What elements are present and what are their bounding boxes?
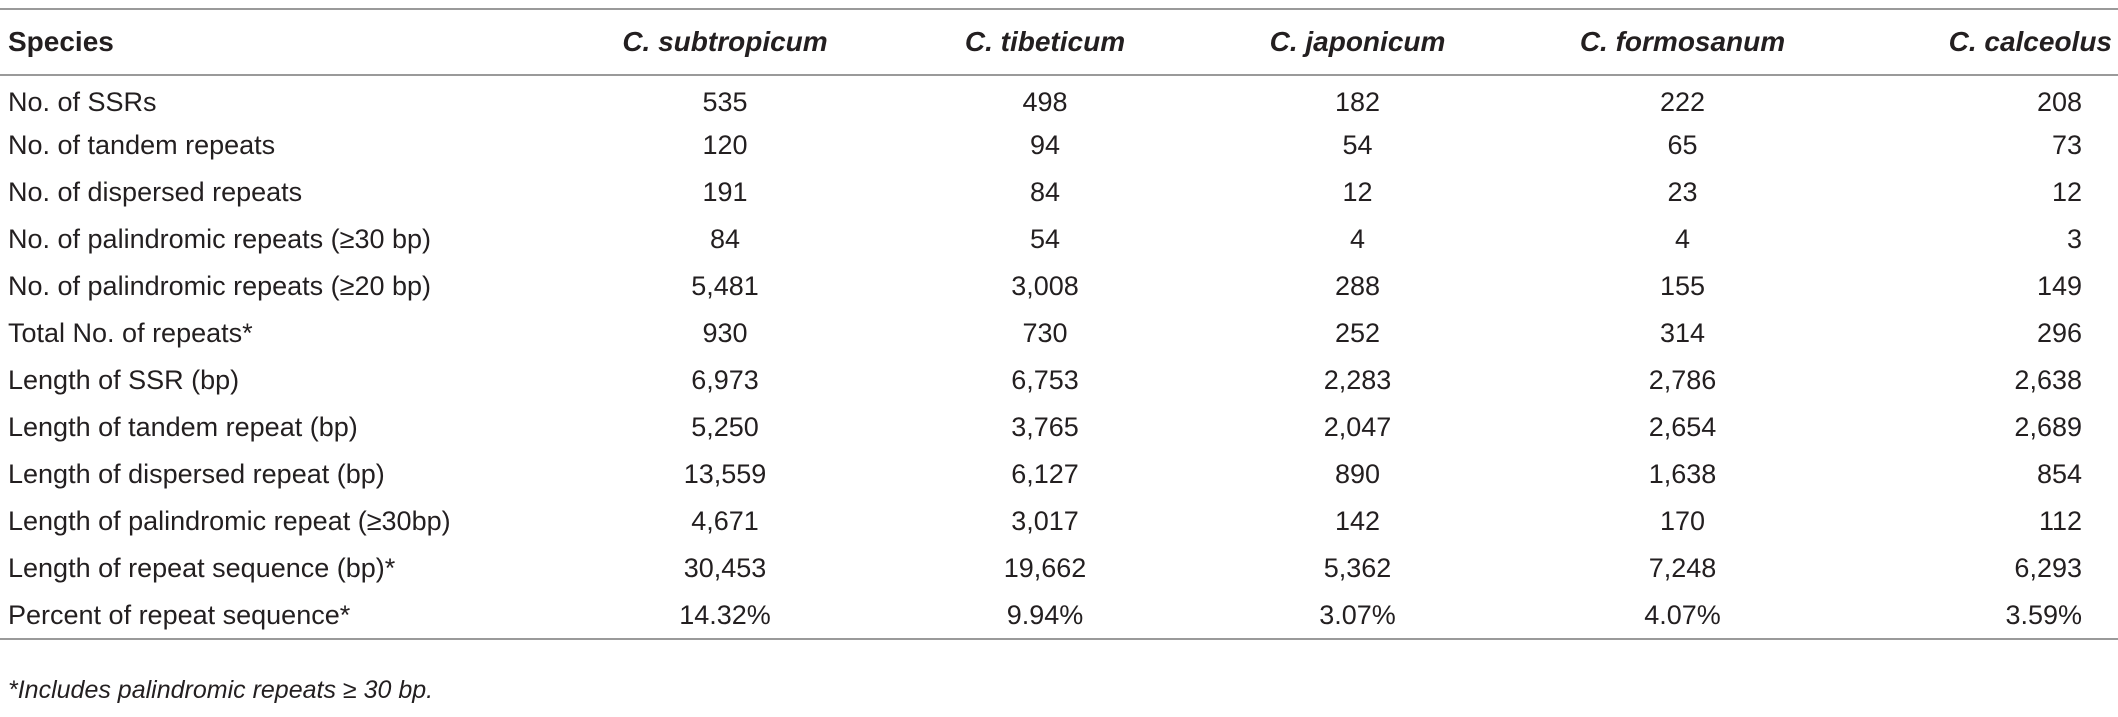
row-label: Length of SSR (bp)	[8, 365, 240, 395]
table-cell: 14.32%	[679, 599, 771, 630]
table-body	[0, 75, 2118, 639]
table-cell: 6,293	[2014, 553, 2082, 583]
table-cell: 4	[1674, 224, 1691, 254]
table-cell: 3	[2066, 224, 2082, 254]
table-cell: 112	[2038, 506, 2082, 536]
table-cell: 3,017	[1011, 506, 1079, 536]
table-cell: 5,362	[1323, 553, 1392, 583]
table-row	[0, 310, 2118, 357]
table-cell: 252	[1334, 318, 1381, 348]
table-row	[0, 592, 2118, 639]
table-cell: 296	[2036, 318, 2082, 348]
table-cell: 4.07%	[1644, 599, 1721, 630]
table-cell: 498	[1022, 86, 1068, 117]
table-cell: 155	[1659, 271, 1706, 301]
table-row	[0, 451, 2118, 498]
row-label: Total No. of repeats*	[8, 318, 253, 348]
table-cell: 142	[1334, 506, 1381, 536]
table-cell: 3.59%	[2005, 599, 2082, 630]
repeats-table	[0, 8, 2118, 640]
row-label: No. of palindromic repeats (≥30 bp)	[8, 224, 432, 254]
table-cell: 170	[1659, 506, 1706, 536]
table-cell: 30,453	[683, 553, 767, 583]
table-cell: 730	[1022, 318, 1068, 348]
table-cell: 149	[2036, 271, 2082, 301]
table-cell: 9.94%	[1006, 599, 1084, 630]
table-cell: 890	[1334, 459, 1381, 489]
table-cell: 1,638	[1648, 459, 1717, 489]
table-cell: 54	[1342, 130, 1373, 160]
row-label: No. of dispersed repeats	[8, 177, 303, 207]
table-cell: 19,662	[1003, 553, 1087, 583]
table-cell: 2,638	[2014, 365, 2082, 395]
table-cell: 13,559	[683, 459, 767, 489]
table-cell: 314	[1659, 318, 1706, 348]
table-cell: 854	[2036, 459, 2082, 489]
table-cell: 23	[1667, 177, 1698, 207]
table-cell: 535	[702, 86, 748, 117]
table-cell: 208	[2036, 86, 2082, 117]
table-cell: 930	[702, 318, 748, 348]
header-c-japonicum: C. japonicum	[1269, 26, 1446, 57]
table-cell: 84	[709, 224, 741, 254]
row-label: Length of palindromic repeat (≥30bp)	[8, 506, 451, 536]
row-label: Percent of repeat sequence*	[8, 599, 351, 630]
table-cell: 222	[1659, 86, 1706, 117]
table-cell: 7,248	[1648, 553, 1717, 583]
header-species: Species	[8, 26, 114, 57]
table-cell: 5,250	[691, 412, 759, 442]
table-cell: 2,283	[1323, 365, 1392, 395]
table-cell: 182	[1334, 86, 1381, 117]
header-c-subtropicum: C. subtropicum	[622, 26, 828, 57]
repeats-table-container	[0, 8, 2118, 640]
table-row	[0, 357, 2118, 404]
table-cell: 6,753	[1011, 365, 1079, 395]
table-cell: 2,689	[2014, 412, 2082, 442]
row-label: Length of dispersed repeat (bp)	[8, 459, 385, 489]
table-cell: 2,047	[1323, 412, 1392, 442]
row-label: No. of SSRs	[8, 86, 157, 117]
table-row	[0, 169, 2118, 216]
table-cell: 2,654	[1648, 412, 1717, 442]
table-cell: 191	[702, 177, 748, 207]
table-cell: 94	[1029, 130, 1061, 160]
row-label: Length of repeat sequence (bp)*	[8, 553, 396, 583]
table-row	[0, 122, 2118, 169]
table-cell: 5,481	[691, 271, 759, 301]
table-cell: 3,008	[1011, 271, 1079, 301]
row-label: No. of tandem repeats	[8, 130, 276, 160]
header-row	[0, 9, 2118, 75]
table-row	[0, 404, 2118, 451]
table-cell: 6,127	[1011, 459, 1079, 489]
table-cell: 4	[1349, 224, 1366, 254]
row-label: Length of tandem repeat (bp)	[8, 412, 358, 442]
table-cell: 84	[1029, 177, 1061, 207]
table-footnote: *Includes palindromic repeats ≥ 30 bp.	[8, 676, 434, 704]
header-c-formosanum: C. formosanum	[1579, 26, 1786, 57]
table-cell: 73	[2051, 130, 2082, 160]
row-label: No. of palindromic repeats (≥20 bp)	[8, 271, 432, 301]
header-c-tibeticum: C. tibeticum	[964, 26, 1126, 57]
table-cell: 4,671	[691, 506, 759, 536]
table-cell: 120	[702, 130, 748, 160]
table-row	[0, 545, 2118, 592]
table-cell: 12	[1342, 177, 1373, 207]
table-row	[0, 263, 2118, 310]
table-cell: 3,765	[1011, 412, 1079, 442]
table-cell: 54	[1029, 224, 1061, 254]
table-cell: 3.07%	[1319, 599, 1396, 630]
table-cell: 2,786	[1648, 365, 1717, 395]
table-row	[0, 75, 2118, 122]
table-cell: 12	[2051, 177, 2082, 207]
table-header	[0, 9, 2118, 75]
header-c-calceolus: C. calceolus	[1948, 26, 2112, 57]
table-row	[0, 216, 2118, 263]
table-cell: 65	[1667, 130, 1698, 160]
table-row	[0, 498, 2118, 545]
table-cell: 6,973	[691, 365, 759, 395]
table-cell: 288	[1334, 271, 1381, 301]
